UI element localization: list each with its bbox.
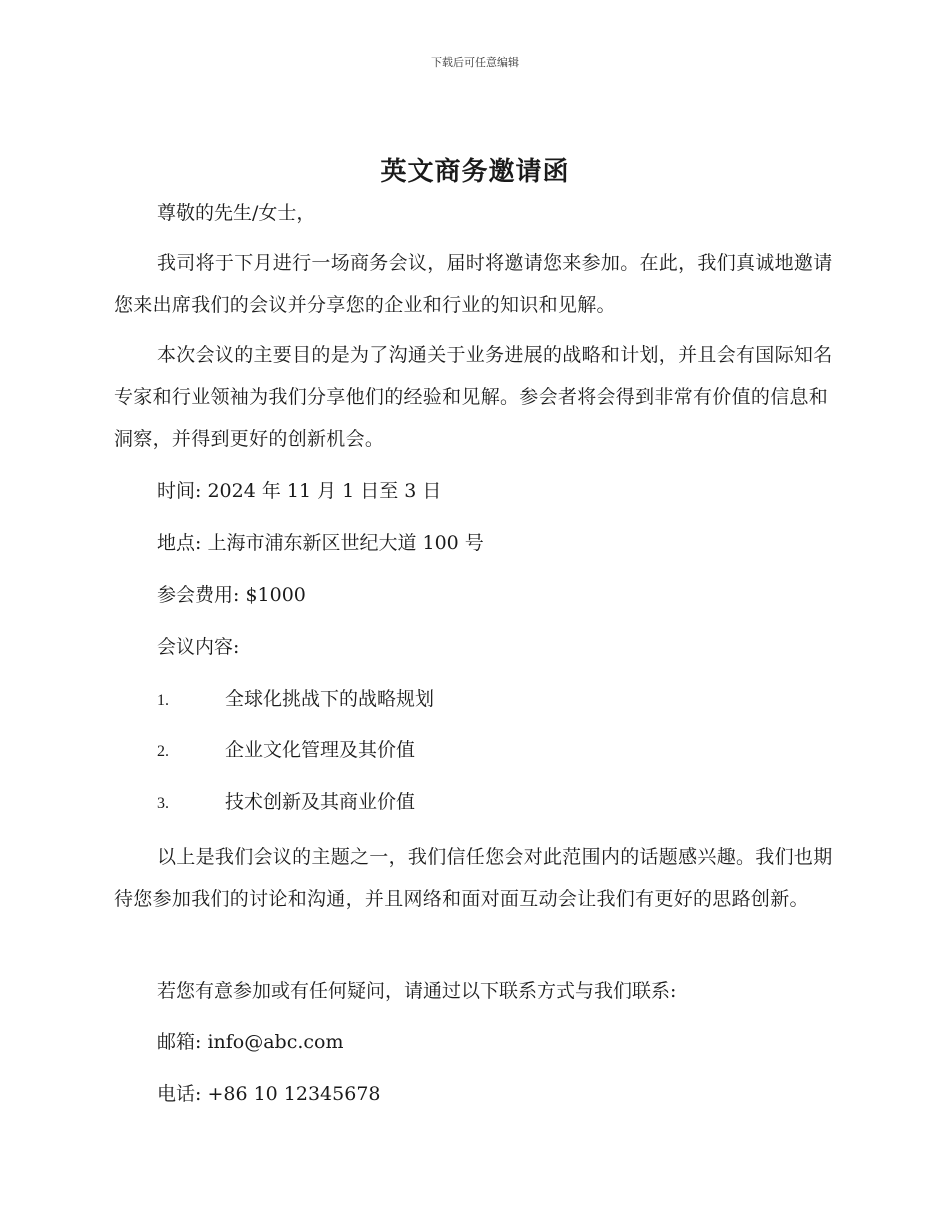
list-number: 2. bbox=[157, 743, 169, 760]
paragraph-purpose: 本次会议的主要目的是为了沟通关于业务进展的战略和计划，并且会有国际知名专家和行业领袖为我们分享他们的经验和见解。参会者将会得到非常有价值的信息和洞察，并得到更好的创新机会。 bbox=[114, 344, 833, 450]
list-item bbox=[157, 785, 415, 821]
list-number: 1. bbox=[157, 692, 169, 709]
paragraph-closing: 以上是我们会议的主题之一，我们信任您会对此范围内的话题感兴趣。我们也期待您参加我们的讨论和沟通，并且网络和面对面互动会让我们有更好的思路创新。 bbox=[114, 846, 833, 910]
contact-phone: 电话: +86 10 12345678 bbox=[157, 1083, 381, 1105]
list-item bbox=[157, 682, 434, 718]
document-title: 英文商务邀请函 bbox=[380, 157, 570, 187]
list-item bbox=[157, 733, 415, 769]
list-number: 3. bbox=[157, 795, 169, 812]
meeting-fee: 参会费用: $1000 bbox=[157, 584, 306, 606]
meeting-content-heading: 会议内容: bbox=[157, 636, 240, 658]
meeting-location: 地点: 上海市浦东新区世纪大道 100 号 bbox=[157, 532, 484, 554]
list-text: 企业文化管理及其价值 bbox=[225, 739, 416, 761]
salutation: 尊敬的先生/女士， bbox=[157, 202, 316, 224]
contact-email: 邮箱: info@abc.com bbox=[157, 1031, 344, 1053]
list-text: 技术创新及其商业价值 bbox=[225, 791, 416, 813]
list-text: 全球化挑战下的战略规划 bbox=[225, 688, 435, 710]
contact-intro: 若您有意参加或有任何疑问，请通过以下联系方式与我们联系: bbox=[157, 980, 677, 1002]
header-note: 下载后可任意编辑 bbox=[431, 56, 519, 69]
meeting-time: 时间: 2024 年 11 月 1 日至 3 日 bbox=[157, 480, 442, 502]
paragraph-intro: 我司将于下月进行一场商务会议，届时将邀请您来参加。在此，我们真诚地邀请您来出席我们的会议并分享您的企业和行业的知识和见解。 bbox=[114, 252, 833, 316]
